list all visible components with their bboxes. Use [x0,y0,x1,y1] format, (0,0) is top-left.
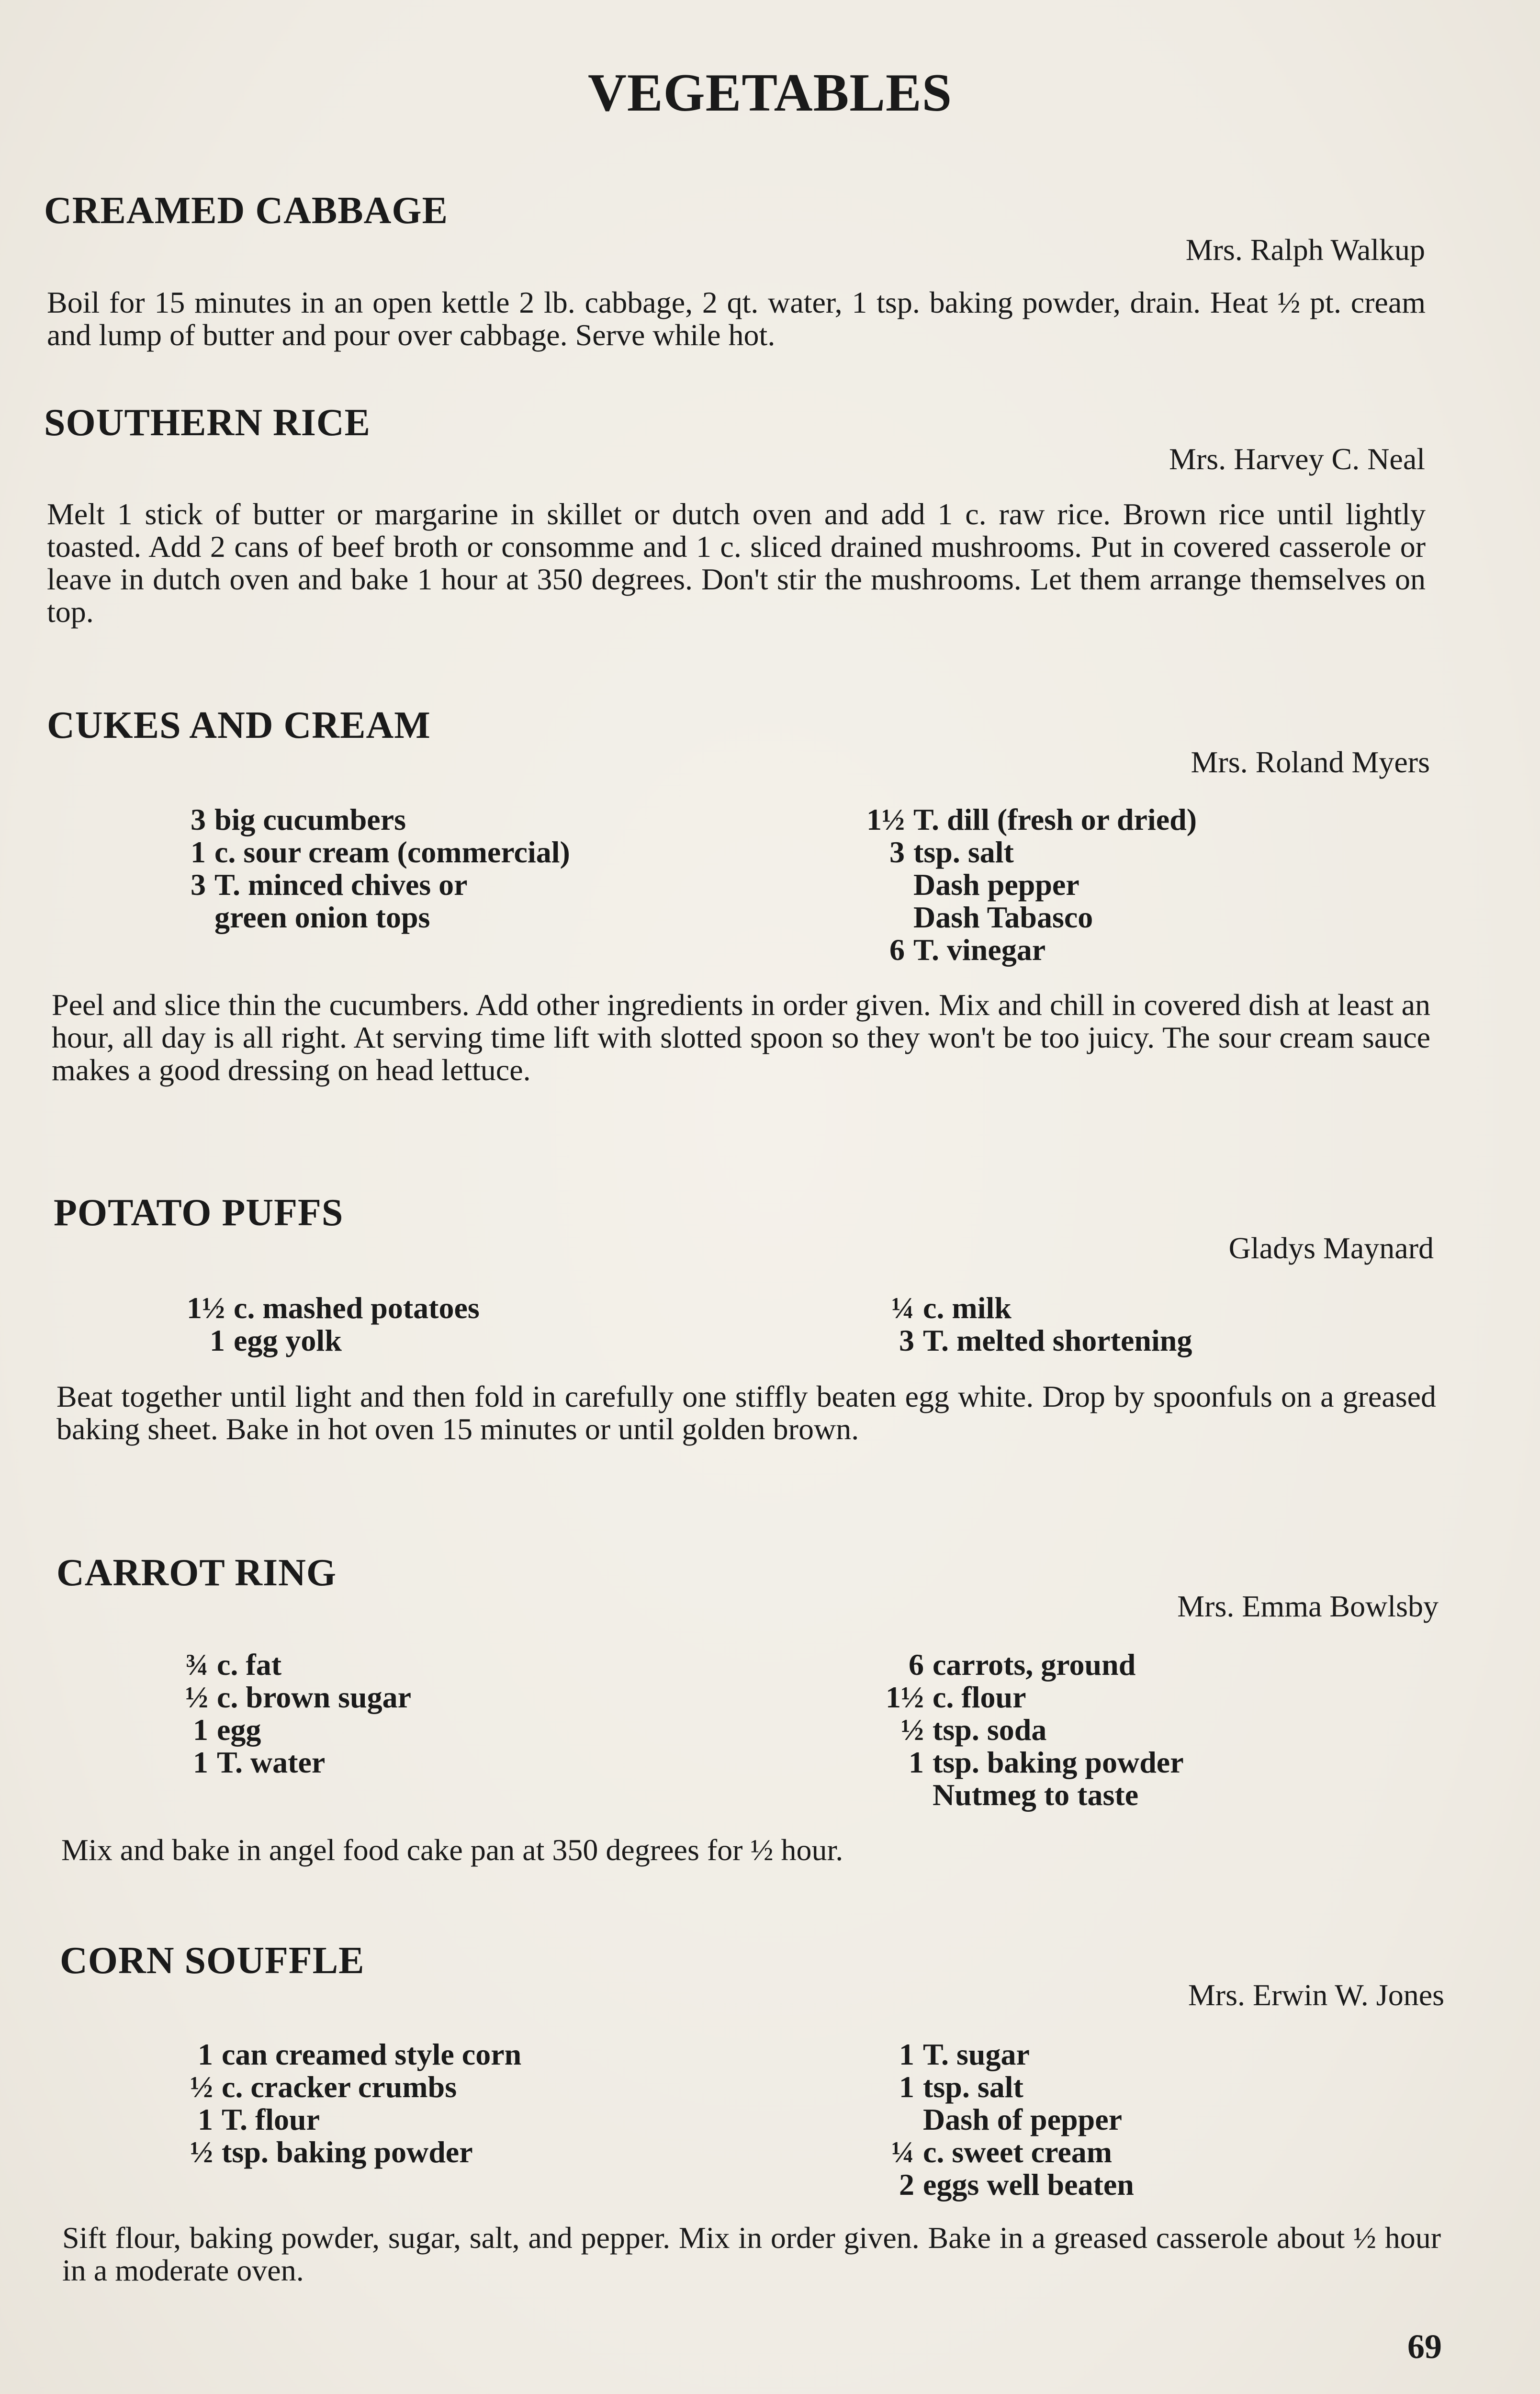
ingredient-item: 1 T. sugar [899,2037,1030,2071]
ingredient-list-right-corn-souffle [886,2038,1134,2201]
ingredient-item: ½ tsp. soda [901,1713,1047,1747]
ingredient-item: Dash of pepper [923,2102,1123,2136]
ingredient-list-right-cukes-and-cream [843,803,1197,966]
ingredient-item: 6 carrots, ground [909,1648,1136,1682]
ingredient-item: 6 T. vinegar [889,933,1046,967]
page-number: 69 [1407,2327,1442,2366]
ingredient-item: 1 T. water [193,1745,326,1779]
ingredient-item: ¼ c. milk [891,1291,1012,1325]
ingredient-item: 1 egg yolk [210,1323,342,1357]
ingredient-item: ¾ c. fat [185,1648,282,1682]
ingredient-list-left-corn-souffle [184,2038,521,2168]
ingredient-item: Dash pepper [913,868,1079,902]
recipe-title-corn-souffle: CORN SOUFFLE [60,1940,365,1982]
ingredient-list-right-carrot-ring [862,1649,1184,1811]
recipe-author-carrot-ring: Mrs. Emma Bowlsby [1177,1589,1439,1623]
ingredient-item: 1½ c. flour [886,1680,1026,1714]
ingredient-list-left-carrot-ring [180,1649,411,1779]
ingredient-item: ½ tsp. baking powder [190,2135,473,2169]
ingredient-item: 3 tsp. salt [889,835,1014,869]
ingredient-item: Nutmeg to taste [933,1778,1139,1812]
recipe-directions-cukes-and-cream: Peel and slice thin the cucumbers. Add other ingredients in order given. Mix and chill in covered dish at least an hour, all day is all right. At serving time lift with slotted spoon so they won't be too juicy. The sour cream sauce makes a good dressing on head lettuce. [52,988,1430,1087]
recipe-author-cukes-and-cream: Mrs. Roland Myers [1191,745,1430,779]
ingredient-item: 1½ c. mashed potatoes [187,1291,480,1325]
ingredient-item: 1 T. flour [198,2102,320,2136]
page-title: VEGETABLES [587,63,953,123]
ingredient-item: 1 tsp. baking powder [909,1745,1184,1779]
ingredient-item: 3 big cucumbers [191,802,406,836]
recipe-directions-creamed-cabbage: Boil for 15 minutes in an open kettle 2 lb. cabbage, 2 qt. water, 1 tsp. baking powder, drain. Heat ½ pt. cream and lump of butter and pour over cabbage. Serve while hot. [47,285,1426,352]
ingredient-item: Dash Tabasco [913,900,1093,934]
ingredient-item: 3 T. melted shortening [899,1323,1192,1357]
ingredient-item: ¼ c. sweet cream [891,2135,1113,2169]
ingredient-item: 2 eggs well beaten [899,2168,1134,2202]
ingredient-item: ½ c. brown sugar [185,1680,411,1714]
recipe-author-potato-puffs: Gladys Maynard [1228,1231,1434,1265]
ingredient-item: 1 can creamed style corn [198,2037,522,2071]
ingredient-item: 3 T. minced chives or [191,868,468,902]
ingredient-list-right-potato-puffs [881,1292,1192,1357]
ingredient-item: 1 egg [193,1713,261,1747]
recipe-directions-carrot-ring: Mix and bake in angel food cake pan at 350 degrees for ½ hour. [61,1833,843,1867]
recipe-directions-potato-puffs: Beat together until light and then fold in carefully one stiffly beaten egg white. Drop by spoonfuls on a greased baking sheet. Bake in hot oven 15 minutes or until golden brown. [56,1379,1436,1446]
ingredient-item: 1 tsp. salt [899,2070,1023,2104]
recipe-author-creamed-cabbage: Mrs. Ralph Walkup [1185,233,1425,267]
recipe-title-creamed-cabbage: CREAMED CABBAGE [44,190,448,232]
ingredient-item: 1½ T. dill (fresh or dried) [866,802,1197,836]
ingredient-item: 1 c. sour cream (commercial) [191,835,570,869]
recipe-directions-southern-rice: Melt 1 stick of butter or margarine in skillet or dutch oven and add 1 c. raw rice. Brown rice until lightly toasted. Add 2 cans of beef broth or consomme and 1 c. sliced drained mushrooms. Put in covered casserole or leave in dutch oven and bake 1 hour at 350 degrees. Don't stir the mushrooms. Let them arrange themselves on top. [47,497,1426,629]
recipe-title-southern-rice: SOUTHERN RICE [44,402,371,444]
ingredient-item: green onion tops [214,900,430,934]
recipe-title-potato-puffs: POTATO PUFFS [54,1192,344,1234]
recipe-author-corn-souffle: Mrs. Erwin W. Jones [1188,1978,1444,2012]
recipe-title-carrot-ring: CARROT RING [56,1552,337,1594]
recipe-author-southern-rice: Mrs. Harvey C. Neal [1169,442,1425,476]
ingredient-list-left-cukes-and-cream [153,803,570,934]
ingredient-item: ½ c. cracker crumbs [190,2070,457,2104]
recipe-directions-corn-souffle: Sift flour, baking powder, sugar, salt, and pepper. Mix in order given. Bake in a greased casserole about ½ hour in a moderate oven. [62,2221,1441,2287]
recipe-title-cukes-and-cream: CUKES AND CREAM [47,704,431,746]
ingredient-list-left-potato-puffs [163,1292,480,1357]
